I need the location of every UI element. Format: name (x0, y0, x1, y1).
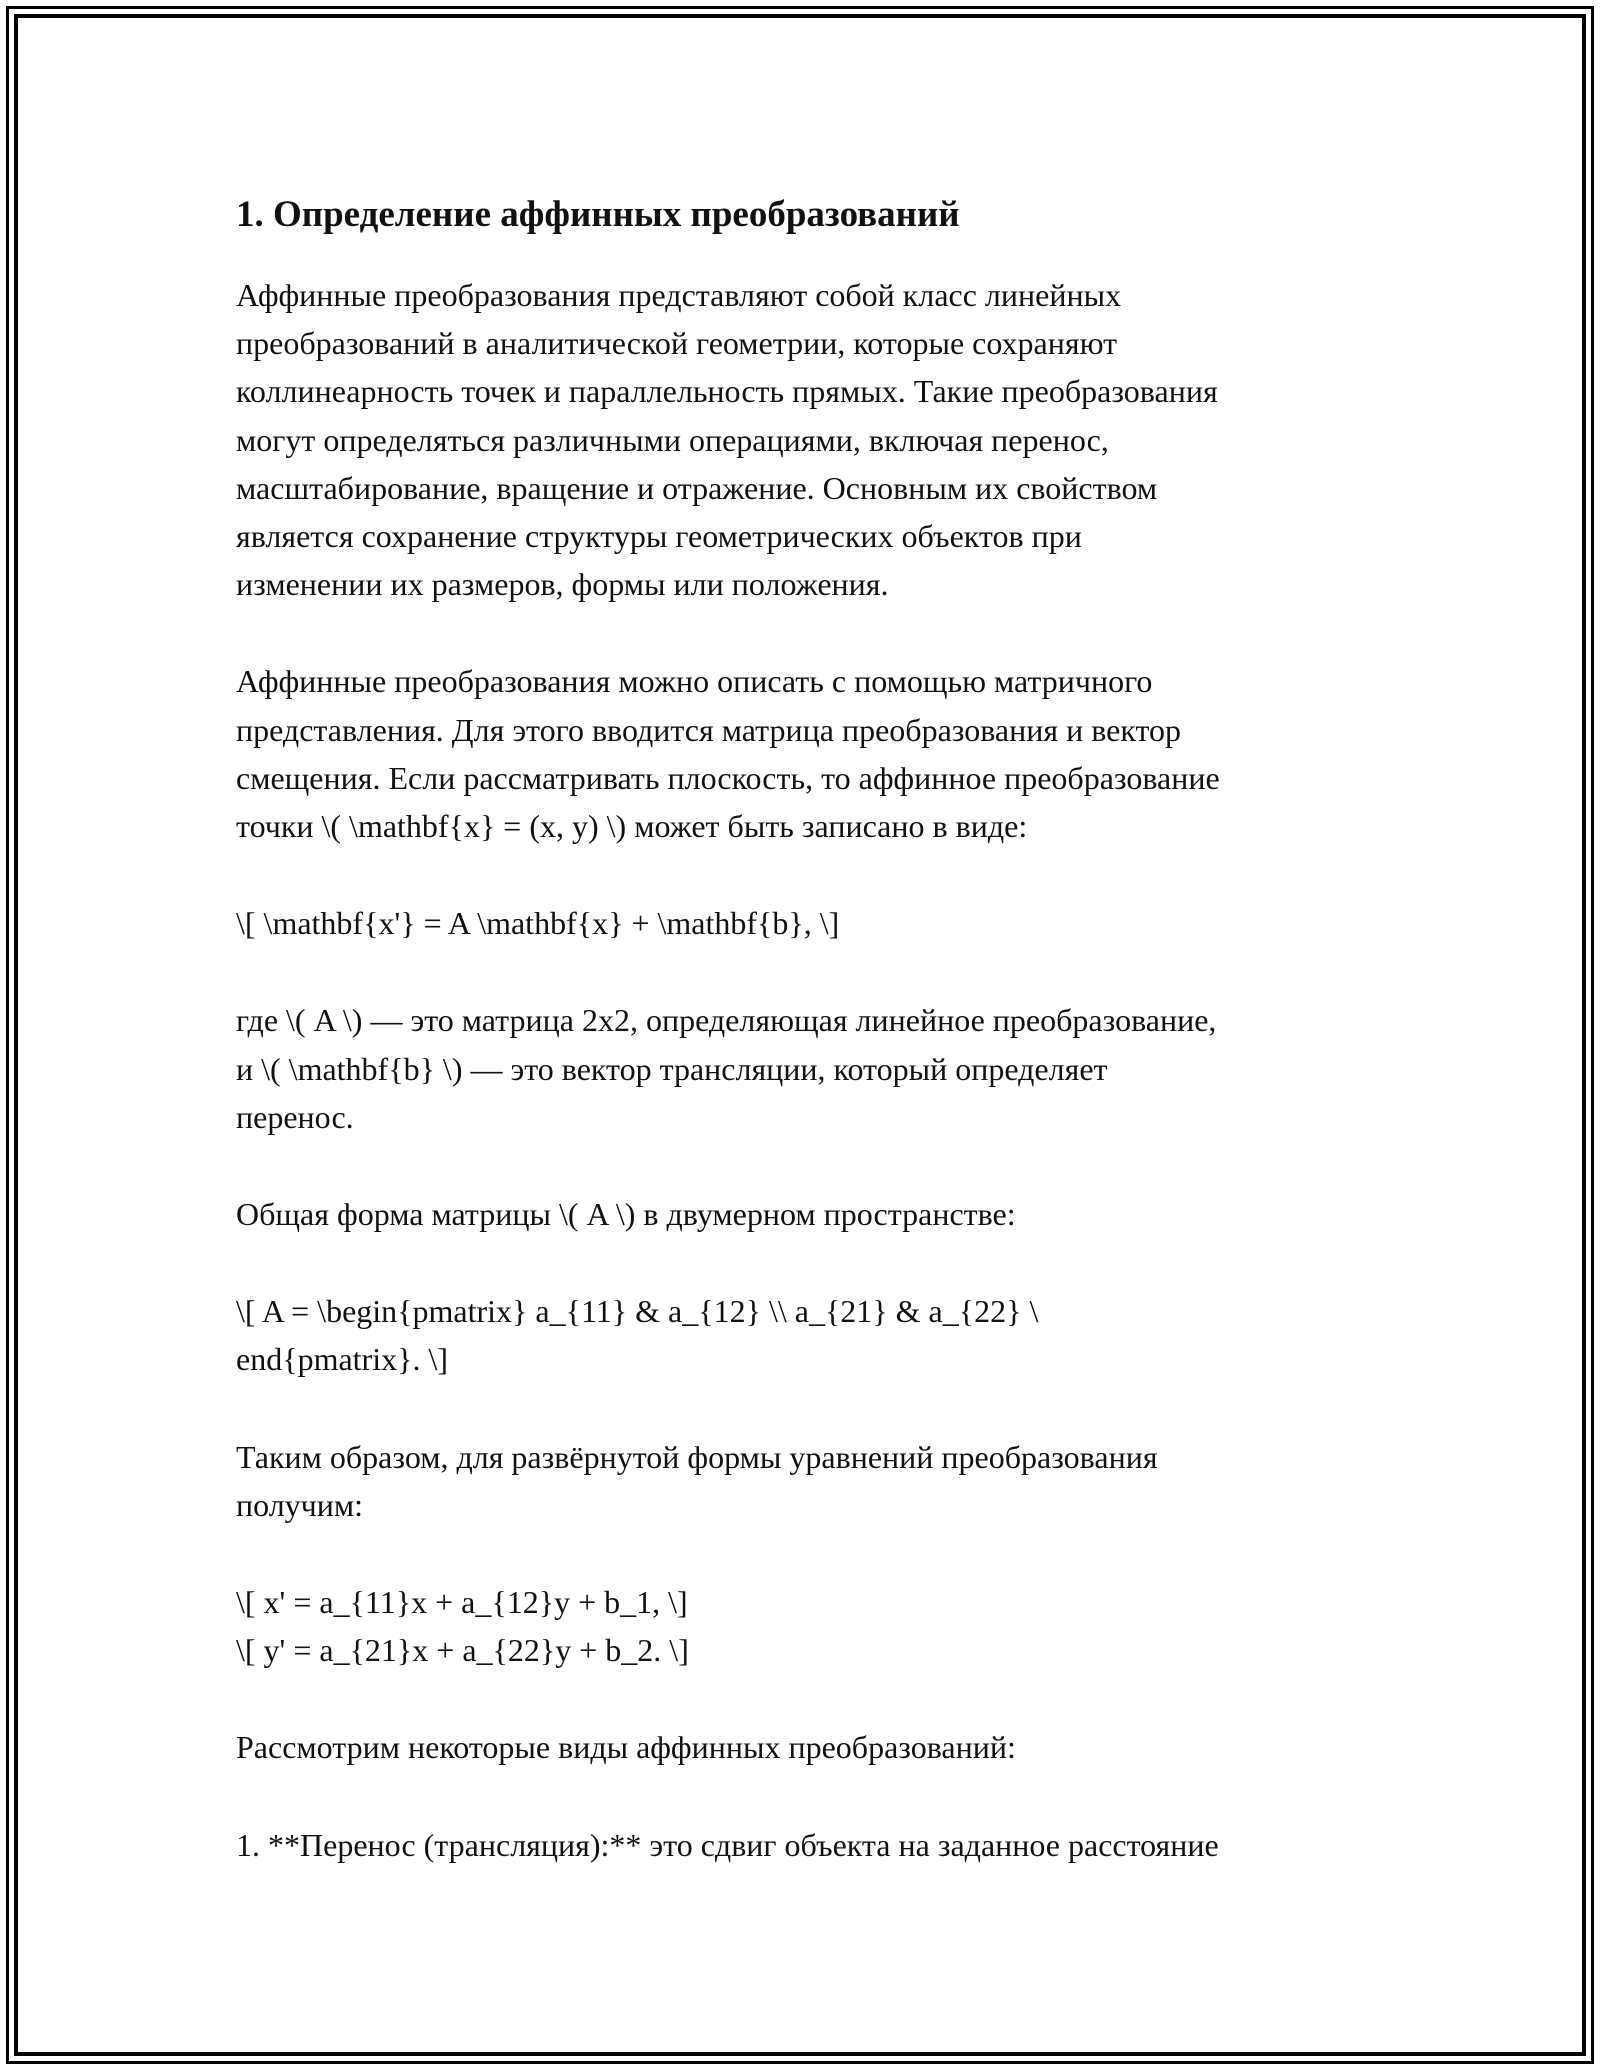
paragraph-expanded-form (236, 1433, 1386, 1529)
text-line: получим: (236, 1486, 364, 1523)
text-line: Аффинные преобразования можно описать с помощью матричного (236, 663, 1153, 700)
text-line: является сохранение структуры геометрических объектов при (236, 518, 1082, 555)
text-line: \[ y' = a_{21}x + a_{22}y + b_2. \] (236, 1632, 689, 1669)
text-line: точки \( \mathbf{x} = (x, y) \) может быть записано в виде: (236, 808, 1028, 845)
paragraph-general-form (236, 1190, 1386, 1238)
text-line: изменении их размеров, формы или положения. (236, 566, 889, 603)
text-line: Общая форма матрицы \( A \) в двумерном пространстве: (236, 1196, 1016, 1233)
text-line: представления. Для этого вводится матрица преобразования и вектор (236, 711, 1182, 748)
list-item-translation (236, 1821, 1386, 1869)
formula-equations (236, 1578, 1386, 1674)
formula-matrix (236, 1287, 1386, 1383)
text-line: коллинеарность точек и параллельность прямых. Такие преобразования (236, 373, 1218, 410)
text-line: смещения. Если рассматривать плоскость, то аффинное преобразование (236, 759, 1220, 796)
text-line: Аффинные преобразования представляют собой класс линейных (236, 277, 1122, 313)
text-line: Рассмотрим некоторые виды аффинных преобразований: (236, 1729, 1016, 1766)
text-line: Таким образом, для развёрнутой формы уравнений преобразования (236, 1438, 1158, 1475)
text-line: где \( A \) — это матрица 2x2, определяющая линейное преобразование, (236, 1002, 1217, 1039)
text-line: 1. **Перенос (трансляция):** это сдвиг объекта на заданное расстояние (236, 1826, 1219, 1863)
paragraph-types-intro (236, 1723, 1386, 1771)
text-line: могут определяться различными операциями, включая перенос, (236, 421, 1109, 458)
text-line: end{pmatrix}. \] (236, 1341, 448, 1378)
text-line: \[ A = \begin{pmatrix} a_{11} & a_{12} \\ a_{21} & a_{22} \ (236, 1293, 1039, 1330)
document-body (236, 185, 1386, 1918)
text-line: перенос. (236, 1098, 354, 1135)
text-line: преобразований в аналитической геометрии, которые сохраняют (236, 325, 1118, 362)
paragraph-where (236, 996, 1386, 1141)
text-line: и \( \mathbf{b} \) — это вектор трансляции, который определяет (236, 1050, 1108, 1087)
formula-affine-map (236, 899, 1386, 947)
section-heading: 1. Определение аффинных преобразований (236, 194, 960, 235)
text-line: масштабирование, вращение и отражение. Основным их свойством (236, 469, 1158, 506)
paragraph-intro (236, 271, 1386, 608)
text-line: \[ \mathbf{x'} = A \mathbf{x} + \mathbf{b}, \] (236, 905, 840, 942)
text-line: \[ x' = a_{11}x + a_{12}y + b_1, \] (236, 1584, 688, 1621)
paragraph-matrix-representation (236, 657, 1386, 850)
